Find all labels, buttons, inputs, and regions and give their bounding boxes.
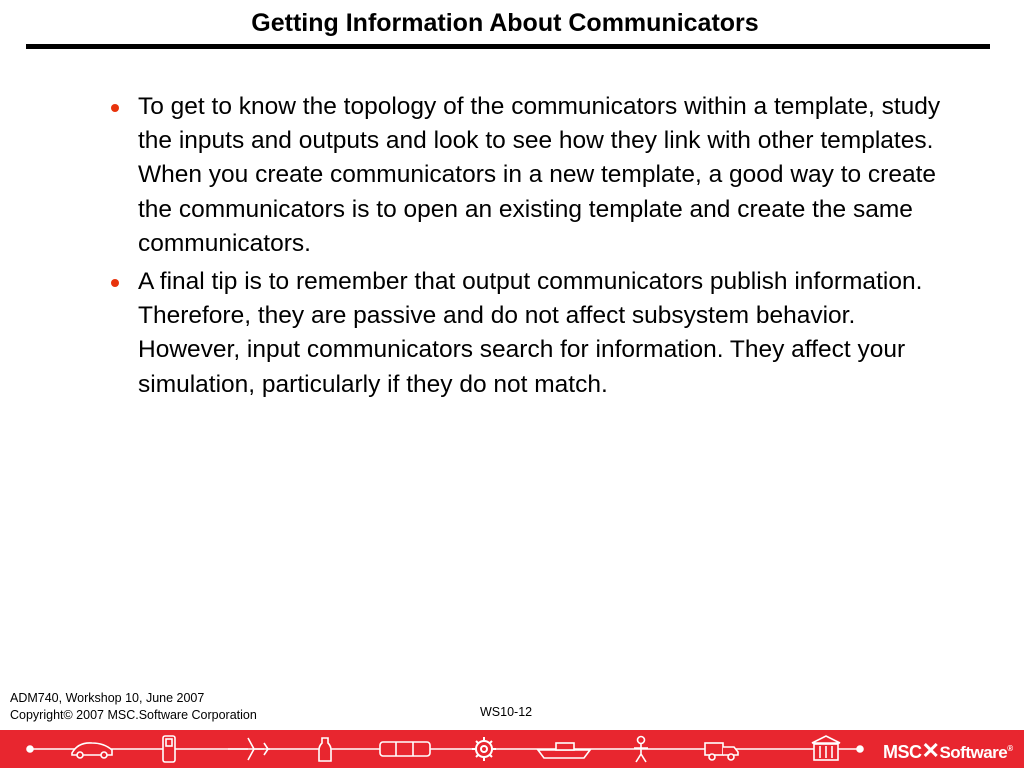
logo-msc: MSC xyxy=(883,742,922,762)
phone-icon xyxy=(163,736,175,762)
footer-copyright: Copyright© 2007 MSC.Software Corporation xyxy=(10,708,257,722)
airplane-icon xyxy=(228,738,270,760)
bullet-list xyxy=(104,90,964,406)
msc-software-logo xyxy=(883,737,1013,761)
logo-x-icon: ✕ xyxy=(921,738,940,763)
bullet-item xyxy=(104,90,964,261)
page-number: WS10-12 xyxy=(480,705,533,719)
footer-course: ADM740, Workshop 10, June 2007 xyxy=(10,691,205,705)
bottle-icon xyxy=(319,738,331,761)
title-rule xyxy=(26,44,990,49)
bullet-dot-icon xyxy=(111,279,119,287)
bullet-text: A final tip is to remember that output communicators publish information. Therefore, they are passive and do not affect subsystem behavior. However, input communicators search for information. They affect your simulation, particularly if they do not match. xyxy=(138,268,923,398)
bullet-item xyxy=(104,265,964,402)
logo-trademark: ® xyxy=(1007,744,1013,753)
building-icon xyxy=(812,736,840,760)
truck-icon xyxy=(705,743,738,760)
bullet-text: To get to know the topology of the communicators within a template, study the inputs and outputs and look to see how they link with other templates. When you create communicators in a new template, a good way to create the communicators is to open an existing template and create the same communicators. xyxy=(138,93,941,257)
bullet-dot-icon xyxy=(111,104,119,112)
gear-icon xyxy=(472,737,496,761)
footer-info xyxy=(10,690,257,724)
brand-bar-graphics xyxy=(0,730,870,768)
logo-software: Software xyxy=(939,743,1008,762)
ship-icon xyxy=(538,743,590,758)
car-icon xyxy=(72,743,112,758)
slide-title: Getting Information About Communicators xyxy=(251,9,759,37)
train-icon xyxy=(380,742,430,756)
brand-bar xyxy=(0,730,1024,768)
